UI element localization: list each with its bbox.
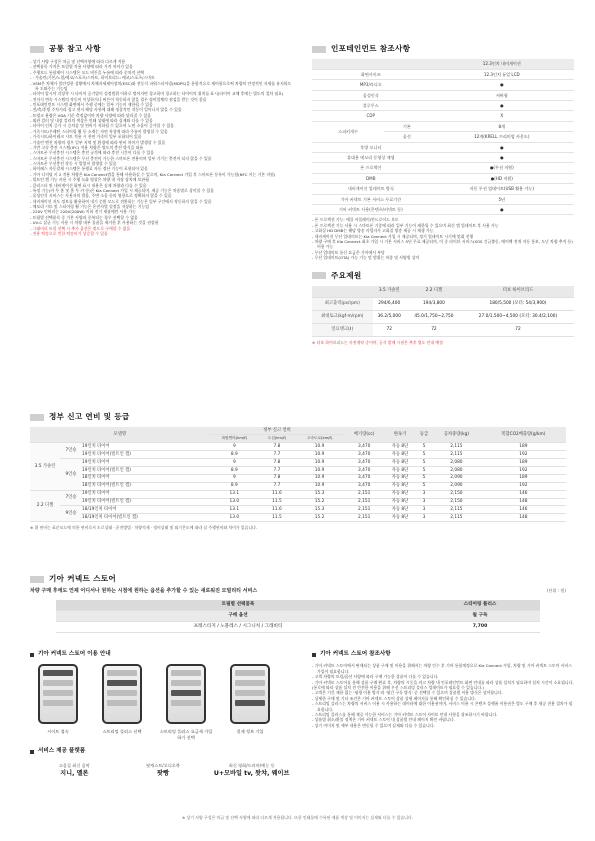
usage-step <box>222 664 278 740</box>
fuel-cell: 5 <box>416 466 432 474</box>
spec-cell: 36.2/5,000 <box>373 311 406 324</box>
info-row <box>312 111 574 121</box>
spec-row <box>312 298 574 311</box>
section-bar-icon <box>30 576 44 583</box>
notice-item: - 특정 기능(카 투 홈 및 홈 투 카 등)은 Kia Connect 가입 시 제공되며, 제공 기능은 차종별로 상이할 수 있음 <box>30 187 215 193</box>
unit-label: (단위 : 원) <box>546 588 566 594</box>
info-value: ●(무선 지원) <box>430 163 574 173</box>
notice-item: - 트렁크 용량은 VDA 기준 측정값이며 차량 사양에 따라 달라질 수 있음 <box>30 112 151 118</box>
info-label: 폰 프로젝션 <box>312 163 430 173</box>
fuel-cell: 7.8 <box>259 474 295 482</box>
col-highway: 고속도로(km/ℓ) <box>295 435 345 443</box>
fuel-cell: 192 <box>481 482 566 490</box>
section-bar-icon <box>312 46 326 53</box>
info-sub-label: 옵션 <box>384 132 429 142</box>
main-spec-table <box>312 286 574 338</box>
spec-cell: 180/5,500 (모터: 54/3,900) <box>462 298 574 311</box>
phone-screen-icon <box>166 664 206 724</box>
fuel-cell: 15.2 <box>295 498 345 506</box>
square-bullet-icon <box>30 750 34 754</box>
fuel-cell: 3,470 <box>344 482 384 490</box>
fuel-cell: 자동 8단 <box>384 459 416 467</box>
info-label: 내비게이션 업데이트 방식 <box>312 184 430 194</box>
fuel-cell: 자동 8단 <box>384 490 416 498</box>
info-value: ● <box>430 204 574 214</box>
notice-item: - 음성인식 서비스는 사용자의 발음, 주변 소음 등의 영향으로 정확하지 않을 수 있음 <box>30 193 172 199</box>
store-reference-item: - 기아 커넥트 스토어를 통해 상품 구매 완료 후, 차량의 시동을 켜고 차량 내 인포테인먼트 화면 안내를 따라 상품 설치가 필요하며 설치 시간이 소요됩니다. <box>312 679 574 685</box>
store-reference-item: - 스트리밍 플러스를 통해 제공 가능한 서비스는 기아 커넥트 스토어 사이트 안내 사항을 참조하시기 바랍니다. <box>312 711 498 717</box>
store-h1-right: 스티어링 플러스 <box>420 600 540 611</box>
fuel-cell: 19인치 타이어 <box>82 443 210 451</box>
info-value: X <box>430 111 574 121</box>
fuel-cell: 자동 8단 <box>384 451 416 459</box>
infotainment-notes <box>312 217 574 260</box>
store-h2-left: 구매 옵션 <box>56 611 420 622</box>
infotainment-table <box>312 59 574 215</box>
notice-item: - 클러스터 및 내비게이션 화면 표시 내용은 실제 차량과 다를 수 있음 <box>30 182 147 188</box>
notice-item: - 가죽시트/하이테크 시트 적용 시 천연 가죽이 일부 포함되어 있음 <box>30 134 142 140</box>
store-row-price: 7,700 <box>420 622 540 633</box>
connect-store-section <box>30 574 566 633</box>
spec-row-label: 최고출력(ps/rpm) <box>312 298 373 311</box>
notice-item: - 내비게이션 지도 정보를 활용하여 내기 순환 모드로 전환하는 기능은 일부 구간에서 작동하지 않을 수 있음 <box>30 198 212 204</box>
spec-cell: 72 <box>406 324 462 337</box>
fuel-cell: 3 <box>416 490 432 498</box>
section-bar-icon <box>312 272 326 279</box>
spec-cell: 294/6,400 <box>373 298 406 311</box>
col-city: 도심(km/ℓ) <box>259 435 295 443</box>
fuel-cell: 19인치 타이어 <box>82 490 210 498</box>
fuel-row <box>30 443 566 451</box>
info-label: 스피커개수 <box>312 121 384 142</box>
main-spec-section <box>312 271 574 346</box>
info-label <box>312 59 430 69</box>
usage-step <box>158 664 214 740</box>
fuel-cell: 2,151 <box>344 506 384 514</box>
fuel-row <box>30 474 566 482</box>
fuel-cell: 2,151 <box>344 498 384 506</box>
fuel-cell: 3,470 <box>344 459 384 467</box>
phone-screen-icon <box>38 664 78 724</box>
spec-row-label: 최대토크(kgf·m/rpm) <box>312 311 373 324</box>
info-row <box>312 80 574 90</box>
fuel-note: ※ 위 연비는 표준모드에 의한 연비로서 도로상태 · 운전방법 · 차량적재 · 정비상태 및 외기온도에 따라 실 주행연비와 차이가 있습니다. <box>30 525 258 531</box>
col-grade: 등급 <box>416 427 432 443</box>
service-column: 고음질 최신 음악 지니, 멜론 <box>58 762 90 778</box>
store-reference-title: 기아 커넥트 스토어 참조사항 <box>312 651 574 658</box>
section-bar-icon <box>30 414 44 421</box>
info-row <box>312 101 574 111</box>
fuel-engine: 2.2 디젤 <box>30 490 60 522</box>
notice-item: - 타이어 압시어 각장착 시 타이어 공기압이 설정범위 이하로 떨어지면 경고하며 경고하는 타이어의 위치를 표시(타이어 교체 후에는 별도의 절차 필요) <box>30 91 284 97</box>
fuel-cell: 3 <box>416 498 432 506</box>
fuel-cell: 19인치 타이어(빌트인 캠) <box>82 498 210 506</box>
fuel-cell: 7.7 <box>259 466 295 474</box>
square-bullet-icon <box>30 653 34 657</box>
fuel-cell: 11.6 <box>259 490 295 498</box>
connect-store-price-table <box>56 600 540 634</box>
info-value: 8개 <box>430 121 574 131</box>
service-platform-grid <box>30 763 296 779</box>
notice-item: - UV-C 살균 기능 사용 시 차량 내부 물품을 제거한 후 사용하는 것을 권장함 <box>30 220 159 226</box>
info-label: DMB <box>312 173 430 183</box>
fuel-cell: 9 <box>210 474 260 482</box>
fuel-cell: 자동 8단 <box>384 498 416 506</box>
col-co2: 복합CO2배출량(g/km) <box>481 427 566 443</box>
fuel-cell: 189 <box>481 474 566 482</box>
fuel-cell: 7.8 <box>259 443 295 451</box>
spec-row <box>312 324 574 337</box>
info-row <box>312 163 574 173</box>
fuel-cell: 19인치 타이어(빌트인 캠) <box>82 466 210 474</box>
info-label: 기아 커넥트 기본 서비스 무료기간 <box>312 194 430 204</box>
fuel-efficiency-section <box>30 412 566 530</box>
notice-item: - 스마트폰 무선충전 시스템은 충전 규격에 따라 충전 시간이 다를 수 있음 <box>30 150 154 156</box>
notice-item: - 인포테인먼트 시스템 화면에서 주행 중에는 일부 기능이 제한될 수 있음 <box>30 101 153 107</box>
spec-header-cell <box>312 286 373 298</box>
store-reference-item: - 상기 이미지 및 세부 내용은 변동될 수 있으며 실제와 다를 수 있습니다. <box>312 722 435 728</box>
notice-item: - 상기 사양 구성은 차급 및 선택사양에 따라 다르게 적용 <box>30 59 126 65</box>
info-label: 기아 커넥트 사용(콘텐츠/커넥트 등) <box>312 204 430 214</box>
fuel-cell: 192 <box>481 466 566 474</box>
fuel-engine: 3.5 가솔린 <box>30 443 60 490</box>
fuel-cell: 2,080 <box>432 466 481 474</box>
col-transmission: 변속기 <box>384 427 416 443</box>
fuel-cell: 13.1 <box>210 490 260 498</box>
info-value: ● <box>430 101 574 111</box>
fuel-cell: 8.9 <box>210 482 260 490</box>
info-value: 5년 <box>430 194 574 204</box>
fuel-row <box>30 482 566 490</box>
info-value: 서버형 <box>430 90 574 100</box>
fuel-cell: 11.6 <box>259 506 295 514</box>
info-row <box>312 173 574 183</box>
info-value: 12.3인치 듀얼 LCD <box>430 69 574 79</box>
page-footnote: ※ 상기 사양 구성은 차급 및 선택 사양에 따라 다르게 적용됩니다. 또한 인쇄물에 수록된 제품 색상 및 이미지는 실제와 다를 수 있습니다. <box>182 815 413 820</box>
col-fuel-group: 정부 신고 연비 <box>210 427 345 435</box>
fuel-cell: 10.9 <box>295 466 345 474</box>
info-row <box>312 59 574 69</box>
common-notice-list <box>30 59 292 236</box>
info-note: - 폰 프로젝션 기능: 애플 카플레이/안드로이드 오토 <box>312 217 399 223</box>
fuel-row <box>30 490 566 498</box>
store-reference-item: - 스트리밍 플러스는 차량의 서비스 이용 시 사용하는 데이터에 대한 이용권이며, 서비스 이용 시 콘텐츠 플랫폼 이용권은 별도 구매 후 제공 전용 절차가 필요합니다. <box>312 701 573 712</box>
spec-cell: 45.0/1,750~2,750 <box>406 311 462 324</box>
spec-cell: 72 <box>462 324 574 337</box>
notice-item: - 스마트폰 무선충전 작동 시 발열이 발생할 수 있음 <box>30 161 117 166</box>
info-label: 음성인식 <box>312 90 430 100</box>
main-spec-note: ※ 터보 하이브리드는 사전계약 중이며, 공식 발매 시점은 추후 별도 안내 예정 <box>312 340 443 346</box>
notice-item: - 하이패스 자동결제 시스템은 통행료 자동 정산 기능이 포함되어 있음 <box>30 166 148 172</box>
usage-step-label: 스트리밍 플러스 요금제 가입하기 선택 <box>159 729 213 740</box>
fuel-cell: 15.3 <box>295 506 345 514</box>
col-model: 모델명 <box>30 427 210 443</box>
fuel-row <box>30 466 566 474</box>
info-label: 후방 모니터 <box>312 142 430 152</box>
fuel-efficiency-table <box>30 427 566 522</box>
info-row <box>312 121 574 131</box>
usage-step-label: 시이트 접속 <box>47 729 69 735</box>
fuel-cell: 3,470 <box>344 466 384 474</box>
info-value: 12개(KRELL 프리미엄 사운드) <box>430 132 574 142</box>
col-displacement: 배기량(cc) <box>344 427 384 443</box>
fuel-cell: 10.9 <box>295 443 345 451</box>
square-bullet-icon <box>312 653 316 657</box>
notice-item: - 트립별 선택품목 중 기본 사양과 중복되는 경우 선택할 수 없음 <box>30 214 138 220</box>
info-note: - 무선 업데이트(OTA) 가능 기능 및 범위는 차종 및 사양별 상이 <box>312 255 420 261</box>
fuel-seats: 7인승 <box>60 443 82 459</box>
service-column: 팟캐스트/오디오북 팟빵 <box>146 762 180 778</box>
infotainment-title: 인포테인먼트 참조사항 <box>312 44 574 54</box>
fuel-cell: 9 <box>210 443 260 451</box>
fuel-cell: 5 <box>416 474 432 482</box>
info-label: 블루투스 <box>312 101 430 111</box>
info-row <box>312 153 574 163</box>
fuel-cell: 18인치 타이어 <box>82 474 210 482</box>
spec-row-label: 연료탱크(ℓ) <box>312 324 373 337</box>
fuel-cell: 13.0 <box>210 498 260 506</box>
fuel-cell: 148 <box>481 498 566 506</box>
notice-item: - 가죽시트/우레탄 스티어링 휠 등 소재는 자연 특성에 따라 주름이 발생할 수 있음 <box>30 128 168 134</box>
fuel-cell: 5 <box>416 443 432 451</box>
notice-item: - 빌트인 캠 기능 사용 시 주행 녹화 영상은 차량 내 저장 장치에 보관됨 <box>30 177 149 183</box>
store-h2-right: 월 구독 <box>420 611 540 622</box>
info-value: ● <box>430 153 574 163</box>
store-reference-item: - 상품별 취소/환불 정책은 기아 커넥트 스토어 내 상품별 안내 페이지 확인 바랍니다. <box>312 717 455 723</box>
notice-item: - 스마트폰 무선충전 시스템은 무선 충전이 가능한 스마트폰 전용이며 일부 기기는 충전이 되지 않을 수 있음 <box>30 155 212 161</box>
fuel-cell: 자동 8단 <box>384 466 416 474</box>
notice-item: - 그래비티 트림 선택 시 추가 옵션은 별도로 구매할 수 없음 <box>30 225 131 231</box>
fuel-cell: 2,115 <box>432 506 481 514</box>
fuel-row <box>30 451 566 459</box>
info-value: ● <box>430 80 574 90</box>
spec-header-cell: 2.2 디젤 <box>406 286 462 298</box>
fuel-cell: 5 <box>416 459 432 467</box>
common-notice-title: 공통 참고 사항 <box>30 44 292 54</box>
notice-item: - 220V 인버터는 220V(200W) 이하 전기 제품에만 사용 가능 <box>30 209 136 215</box>
fuel-cell: 18인치 타이어(빌트인 캠) <box>82 482 210 490</box>
fuel-cell: 11.5 <box>259 498 295 506</box>
fuel-cell: 148 <box>481 514 566 522</box>
fuel-cell: 자동 8단 <box>384 514 416 522</box>
notice-item: - 기반 고속 충전 시스템(IFC) 적용 차량은 별도의 충전 방식을 따름 <box>30 144 144 150</box>
fuel-cell: 2,090 <box>432 474 481 482</box>
fuel-cell: 자동 8단 <box>384 482 416 490</box>
notice-item: - 선택품목 가격은 트림별 적용 사양에 따라 가격 차이가 있음 <box>30 64 133 70</box>
fuel-cell: 13.0 <box>210 514 260 522</box>
fuel-cell: 8.9 <box>210 466 260 474</box>
fuel-cell: 3 <box>416 514 432 522</box>
col-curb-weight: 공차중량(kg) <box>432 427 481 443</box>
info-note: - 내비게이션 무선 업데이트는 Kia Connect 가입 시 제공되며, 정기 업데이트 시기에 맞춰 진행 <box>312 233 474 239</box>
fuel-cell: 13.1 <box>210 506 260 514</box>
phone-screen-icon <box>230 664 270 724</box>
fuel-cell: 5 <box>416 482 432 490</box>
store-h1-left: 트림별 선택품목 <box>56 600 420 611</box>
info-label: MP3/라디오 <box>312 80 430 90</box>
fuel-seats: 7인승 <box>60 490 82 506</box>
fuel-cell: 8.9 <box>210 451 260 459</box>
fuel-cell: 2,090 <box>432 482 481 490</box>
fuel-cell: 19인치 타이어 <box>82 459 210 467</box>
common-notice-section <box>30 44 292 236</box>
info-row <box>312 194 574 204</box>
fuel-seats: 9인승 <box>60 506 82 522</box>
notice-item: - 타이어 인치 증가 시 승차감 및 연비가 저하될 수 있으며 노면 소음이 증가할 수 있음 <box>30 123 174 129</box>
info-note: - 고화질 HD DMB는 해당 방송 사업자가 고화질 방송 제공 시 재생 가능 <box>312 228 434 234</box>
info-row <box>312 204 574 214</box>
fuel-cell: 146 <box>481 506 566 514</box>
fuel-cell: 자동 8단 <box>384 474 416 482</box>
info-row <box>312 142 574 152</box>
notice-item: - 메모리 시트 및 스티어링 휠 기능은 운전자별 설정을 저장하는 기능임 <box>30 204 150 209</box>
fuel-cell: 10.9 <box>295 482 345 490</box>
fuel-cell: 2,150 <box>432 498 481 506</box>
fuel-cell: 18/19인치 타이어 <box>82 506 210 514</box>
fuel-cell: 자동 8단 <box>384 443 416 451</box>
fuel-efficiency-title: 정부 신고 연비 및 등급 <box>30 412 566 422</box>
spec-cell: 72 <box>373 324 406 337</box>
fuel-row <box>30 498 566 506</box>
fuel-cell: 19인치 타이어(빌트인 캠) <box>82 451 210 459</box>
spec-row <box>312 311 574 324</box>
fuel-cell: 7.7 <box>259 451 295 459</box>
store-reference-item: - 고객은 기간 제한 없는 '평생 이용 방식'과 '월간 구독 방식' 중 선택할 수 있으며 상품별 이용 방식은 상이합니다. <box>312 690 503 696</box>
fuel-cell: 5 <box>416 451 432 459</box>
fuel-cell: 3 <box>416 506 432 514</box>
fuel-cell: 146 <box>481 490 566 498</box>
store-reference-item: - 상세한 구매 및 기타 조건은 기아 커넥트 스토어 상품 상세 페이지를 통해 확인하실 수 있습니다. <box>312 695 477 701</box>
spec-cell: 194/3,800 <box>406 298 462 311</box>
service-column: 최신 영화/드라마/예능 등 U+모바일 tv, 왓챠, 웨이브 <box>213 762 290 778</box>
info-row <box>312 69 574 79</box>
fuel-cell: 15.2 <box>295 514 345 522</box>
notice-item: - 전자식 변속 시스템의 작동이 이상하거나 버튼이 작동하지 않을 경우 정비업체의 점검을 받는 것이 좋음 <box>30 96 207 102</box>
fuel-cell: 3,470 <box>344 451 384 459</box>
fuel-cell: 2,151 <box>344 514 384 522</box>
col-combined: 복합연비(km/ℓ) <box>210 435 260 443</box>
fuel-row <box>30 514 566 522</box>
info-note: - 무선 업데이트 통신 요금은 기아에서 부담 <box>312 249 385 255</box>
fuel-cell: 10.9 <box>295 451 345 459</box>
store-reference-item: - 기아 커넥트 스토어에서 판매되는 상품 구매 및 이용을 위해서는 차량 인수 후 기아 통합계정으로 Kia Connect 가입, 차량 및 기아 커넥트 스토어 서비스 가입이 필요합니다. <box>312 663 572 674</box>
connect-store-title: 기아 커넥트 스토어 <box>30 574 566 584</box>
fuel-cell: 15.3 <box>295 490 345 498</box>
info-note: - 폰 프로젝션 기능 사용 시 스마트폰 기종에 따라 일부 기능이 제한될 수 있으며 최신 앱 업데이트 후 사용 가능 <box>312 222 499 228</box>
fuel-row <box>30 506 566 514</box>
fuel-cell: 11.5 <box>259 514 295 522</box>
fuel-cell: 2,150 <box>432 490 481 498</box>
fuel-cell: 자동 8단 <box>384 506 416 514</box>
store-reference-item: - 고객 차량의 트림/옵션 사양에 따라 구매 가능한 상품이 다를 수 있습니다. <box>312 674 439 680</box>
info-label: 화면사이즈 <box>312 69 430 79</box>
info-row <box>312 184 574 194</box>
fuel-cell: 7.7 <box>259 482 295 490</box>
fuel-cell: 18/19인치 타이어(빌트인 캠) <box>82 514 210 522</box>
notice-item: - 기아 디지털 키 2 적용 차량은 Kia Connect앱을 통해 사용하실 수 있으며, Kia Connect 가입 후 스마트폰 등록이 가능함(NFC 키는 기본 지원) <box>30 171 276 177</box>
notice-item: - VSM은 차체가 불안정한 상황에서 차체자세제어장치(ESC)와 전동식 파워스티어링(MDPS)을 통합적으로 제어함으로써 차량의 안정적인 자세를 유지하도록 도와주는 기능임 <box>30 80 292 91</box>
fuel-cell: 3,470 <box>344 474 384 482</box>
store-reference-item: (통로에 따라 상품 설치 전 안전한 이용을 위해 우선 스트리밍 플러스 업데이트가 필요할 수 있습니다.) <box>312 684 484 690</box>
fuel-cell: 2,115 <box>432 514 481 522</box>
notice-item: - 전용 탁송으로 인한 탁송비가 상승할 수 있음 <box>30 230 108 236</box>
phone-screen-icon <box>102 664 142 724</box>
notice-item: - · 가솔린(기본/노멀/에코/스포츠/스마트, 하이브리드: 에코/스포츠/스마트 <box>30 75 155 81</box>
info-value: ● <box>430 142 574 152</box>
main-spec-title: 주요제원 <box>312 271 574 281</box>
store-usage-section <box>30 651 296 778</box>
notice-item: - 가솔린 엔진 차량의 경우 일부 지역 및 환경에 따라 연비 차이가 발생할 수 있음 <box>30 139 166 145</box>
fuel-cell: 3,470 <box>344 443 384 451</box>
fuel-cell: 10.9 <box>295 474 345 482</box>
fuel-cell: 10.9 <box>295 459 345 467</box>
notice-item: - 주행모드 통합제어 시스템은 모드 버튼을 누름에 따라 순차적 선택 <box>30 69 145 75</box>
fuel-cell: 2,080 <box>432 459 481 467</box>
notice-item: - 외관 컬러 및 내장 컬러의 색상은 인쇄 상태에 따라 실제와 다를 수 있음 <box>30 118 153 123</box>
info-sub-label: 기본 <box>384 121 429 131</box>
info-value: ●(HD 지원) <box>430 173 574 183</box>
fuel-cell: 189 <box>481 443 566 451</box>
fuel-seats: 9인승 <box>60 459 82 491</box>
spec-header-row <box>312 286 574 298</box>
notice-item: - 전/측/후방 주차거리 경고 센서 해당 사항에 대해 정상적인 작동이 일어나지 않을 수 있음 <box>30 107 182 113</box>
infotainment-section <box>312 44 574 345</box>
usage-step <box>30 664 86 740</box>
section-bar-icon <box>30 46 44 53</box>
usage-step-label: 결제 정보 기입 <box>236 729 264 735</box>
usage-step-label: 스트리밍 플러스 선택 <box>102 729 142 735</box>
spec-header-cell: 3.5 가솔린 <box>373 286 406 298</box>
connect-store-desc: 차량 구매 후에도 언제 어디서나 원하는 시점에 원하는 옵션을 추가할 수 있는 새로워진 모빌리티 서비스 (단위 : 원) <box>30 588 566 595</box>
usage-step <box>94 664 150 740</box>
info-label: CDP <box>312 111 430 121</box>
fuel-cell: 2,115 <box>432 443 481 451</box>
info-value: 자동 무선 업데이트(USB 활용 가능) <box>430 184 574 194</box>
spec-header-cell: 터보 하이브리드 <box>462 286 574 298</box>
info-row <box>312 90 574 100</box>
fuel-cell: 2,115 <box>432 451 481 459</box>
info-note: - 차량 구매 후 Kia Connect 최초 가입 시 기본 서비스 5년 무료 제공되며, 이 중 라이브 서비스(SOS 긴급출동, 에어백 전개 자동 통보, 도난 차량 추적 등) 이용 가능 <box>312 238 573 250</box>
store-reference-list <box>312 663 574 728</box>
spec-cell: 27.0/1,500~4,500 (모터: 30.4/2,100) <box>462 311 574 324</box>
store-row-trims: 프레스티지 / 노블레스 / 시그니처 / 그래비티 <box>56 622 420 633</box>
service-platform-title: 서비스 제공 플랫폼 <box>30 748 296 755</box>
usage-steps <box>30 664 296 740</box>
info-label: 휴대용 메모리 동영상 재생 <box>312 153 430 163</box>
store-reference-section <box>312 651 574 728</box>
fuel-cell: 192 <box>481 451 566 459</box>
fuel-cell: 2,151 <box>344 490 384 498</box>
info-value: 12.3인치 내비게이션 <box>430 59 574 69</box>
fuel-cell: 7.8 <box>259 459 295 467</box>
fuel-row <box>30 459 566 467</box>
store-usage-title: 기아 커넥트 스토어 이용 안내 <box>30 651 296 658</box>
fuel-cell: 9 <box>210 459 260 467</box>
fuel-cell: 189 <box>481 459 566 467</box>
